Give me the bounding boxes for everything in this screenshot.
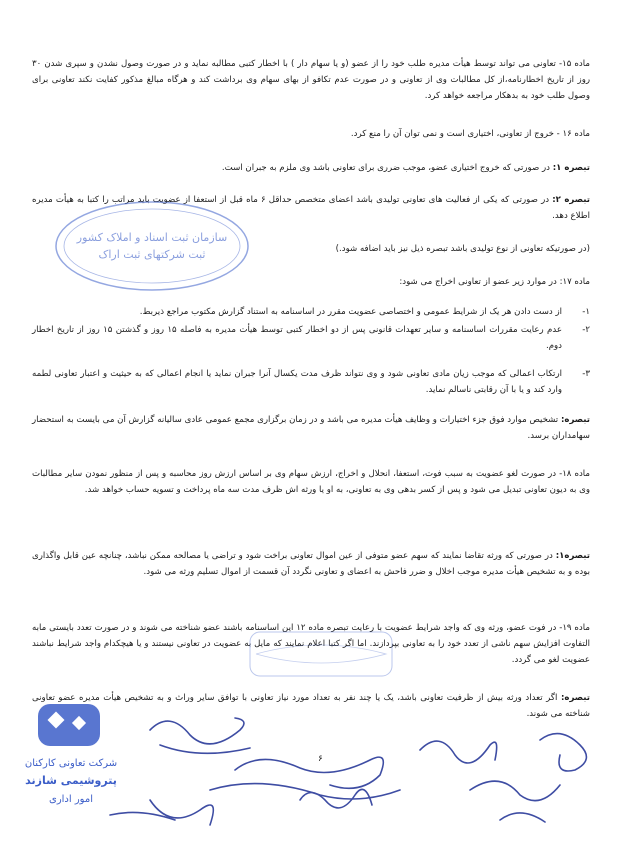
note-2-addendum: (در صورتیکه تعاونی از نوع تولیدی باشد تبصره ذیل نیز باید اضافه شود.) — [335, 244, 590, 254]
note-19 — [32, 690, 590, 722]
note-18 — [32, 548, 590, 580]
note-1-label: تبصره ۱: — [552, 163, 590, 173]
note-19-label: تبصره: — [560, 693, 590, 703]
article-17-item — [32, 322, 590, 354]
article-19: ماده ۱۹- در فوت عضو، ورثه وی که واجد شرایط عضویت با رعایت تبصره ماده ۱۲ این اساسنامه باشند عضو شناخته می شوند و در صورت تعدد بایستی مابه التفاوت افزایش سهم ناشی از تعدد خود را به تعاونی بپردازند. اما اگر کتبا اعلام نمایند که مایل به عضویت در تعاونی نیستند و یا هیچکدام واجد شرایط نباشند عضویت لغو می گردد. — [32, 623, 590, 665]
note-17-label: تبصره: — [560, 415, 590, 425]
article-18: ماده ۱۸- در صورت لغو عضویت به سبب فوت، استعفا، انحلال و اخراج، ارزش سهام وی بر اساس ارزش روز محاسبه و پس از منظور نمودن سایر مطالبات وی به دیون تعاونی تبدیل می شود و پس از کسر بدهی وی به تعاونی، به او یا ورثه اش ظرف مدت سه ماه پرداخت و تسویه حساب خواهد شد. — [32, 469, 590, 495]
svg-text:شرکت تعاونی کارکنان: شرکت تعاونی کارکنان — [24, 758, 118, 769]
note-1 — [32, 160, 590, 176]
signatures — [0, 700, 620, 860]
article-17-item — [32, 304, 590, 320]
page-number: ۶ — [318, 754, 323, 764]
svg-text:ثبت شرکتهای ثبت اراک: ثبت شرکتهای ثبت اراک — [98, 248, 206, 261]
note-18-text: در صورتی که ورثه تقاضا نمایند که سهم عضو متوفی از عین اموال تعاونی براخت شود و تراضی یا مصالحه ممکن نباشد، چنانچه عین قابل واگذاری بوده و به تشخیص هیأت مدیره موجب اخلال و ضرر فاحش به اعضای و تعاونی نگردد آن قسمت از اموال تسلیم ورثه می شود. — [32, 551, 590, 577]
note-2 — [32, 192, 590, 224]
note-2-text: در صورتی که یکی از فعالیت های تعاونی تولیدی باشد اعضای متخصص حداقل ۶ ماه قبل از استعفا از عضویت باید مراتب را کتبا به هیأت مدیره اطلاع دهد. — [32, 195, 590, 221]
article-15: ماده ۱۵- تعاونی می تواند توسط هیأت مدیره طلب خود را از عضو (و یا سهام دار ) با اخطار کتبی مطالبه نماید و در صورت وصول نشدن و سپری شدن ۳۰ روز از تاریخ اخطارنامه،از کل مطالبات وی از تعاونی و در صورت عدم تکافو از بهای سهام وی برداشت کند و هرگاه مبالغ مذکور کفایت نکند تعاونی برای وصول طلب خود به بدهکار مراجعه خواهد کرد. — [32, 59, 590, 101]
note-1-text: در صورتی که خروج اختیاری عضو، موجب ضرری برای تعاونی باشد وی ملزم به جبران است. — [221, 163, 553, 173]
item-number: ۲- — [582, 325, 590, 335]
svg-text:پتروشیمی شازند: پتروشیمی شازند — [25, 774, 117, 787]
note-17-text: تشخیص موارد فوق جزء اختیارات و وظایف هیأت مدیره می باشد و در زمان برگزاری مجمع عمومی عادی سالیانه گزارش آن می بایست به استحضار سهامداران برسد. — [32, 415, 590, 441]
note-18-label: تبصره۱: — [555, 551, 590, 561]
note-19-text: اگر تعداد ورثه بیش از ظرفیت تعاونی باشد، یک یا چند نفر به تعداد مورد نیاز تعاونی با توافق سایر وراث و به تشخیص هیأت مدیره عضو تعاونی شناخته می شوند. — [32, 693, 590, 719]
note-2-label: تبصره ۲: — [552, 195, 590, 205]
article-16: ماده ۱۶ - خروج از تعاونی، اختیاری است و نمی توان آن را منع کرد. — [350, 129, 590, 139]
item-text: از دست دادن هر یک از شرایط عمومی و اختصاصی عضویت مقرر در اساسنامه به استناد گزارش مکتوب مراجع ذیربط. — [139, 307, 562, 317]
article-17-item — [32, 366, 590, 398]
item-text: عدم رعایت مقررات اساسنامه و سایر تعهدات قانونی پس از دو اخطار کتبی توسط هیأت مدیره به فاصله ۱۵ روز و گذشتن ۱۵ روز از تاریخ اخطار دوم. — [32, 325, 562, 351]
item-number: ۱- — [582, 307, 590, 317]
svg-text:امور اداری: امور اداری — [49, 794, 93, 805]
item-text: ارتکاب اعمالی که موجب زیان مادی تعاونی شود و وی نتواند ظرف مدت یکسال آنرا جبران نماید یا انجام اعمالی که به حیثیت و اعتبار تعاونی لطمه وارد کند و یا با آن رقابتی ناسالم نماید. — [32, 369, 562, 395]
svg-text:سازمان ثبت اسناد و املاک کشور: سازمان ثبت اسناد و املاک کشور — [76, 231, 228, 244]
item-number: ۳- — [582, 369, 590, 379]
article-17: ماده ۱۷: در موارد زیر عضو از تعاونی اخراج می شود: — [399, 277, 590, 287]
note-17 — [32, 412, 590, 444]
